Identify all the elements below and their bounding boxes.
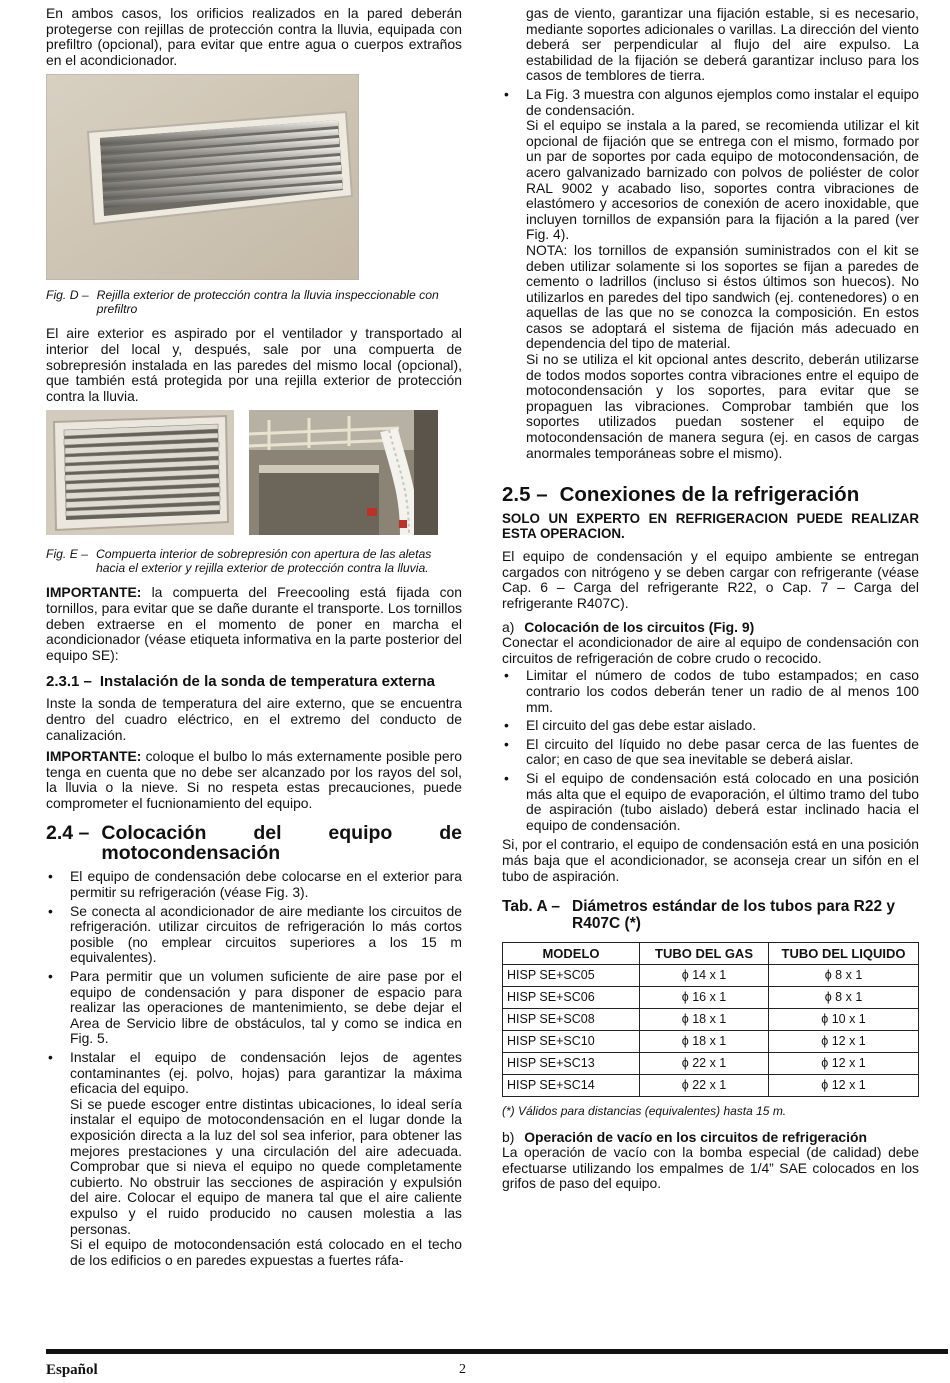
cell-liquid: ϕ 10 x 1 — [769, 1009, 919, 1031]
list-item: • El circuito del gas debe estar aislado. — [502, 718, 919, 734]
list-item: • Si el equipo de condensación está colocado en una posición más alta que el equipo de evaporación, el último tramo del tubo de aspiración (tubo aislado) deberá estar inclinado hacia el equipo de condensación. — [502, 771, 919, 833]
cell-model: HISP SE+SC14 — [503, 1075, 640, 1097]
cell-gas: ϕ 18 x 1 — [640, 1009, 769, 1031]
list-item: • Para permitir que un volumen suficiente de aire pase por el equipo de condensación y para disponer de espacio para realizar las operaciones de mantenimiento, se debe dejar el Area de Servicio libre de obstáculos, tal y como se indica en Fig. 5. — [46, 969, 462, 1047]
fig-e-caption — [46, 547, 462, 575]
important-freecooling — [46, 585, 462, 663]
list-item-text: • Instalar el equipo de condensación lejos de agentes contaminantes (ej. polvo, hojas) para garantizar la máxima eficacia del equipo. — [70, 1049, 462, 1097]
cell-liquid: ϕ 12 x 1 — [769, 1075, 919, 1097]
cell-gas: ϕ 22 x 1 — [640, 1075, 769, 1097]
circuit-list — [502, 668, 919, 833]
lower-position-paragraph: Si, por el contrario, el equipo de condensación está en una posición más baja que el acondicionador, se aconseja crear un sifón en el tubo de aspiración. — [502, 836, 919, 884]
important-text: coloque el bulbo lo más externamente posible pero tenga en cuenta que no debe ser alcanzado por los rayos del sol, la lluvia o la nieve. Si no respeta estas precauciones, puede comprometer el fucnionamiento del equipo. — [46, 748, 462, 811]
cell-gas: ϕ 18 x 1 — [640, 1031, 769, 1053]
list-item: • Limitar el número de codos de tubo estampados; en caso contrario los codos deberán tener un radio de al menos 100 mm. — [502, 668, 919, 715]
rain-grille-image — [46, 74, 359, 280]
section-title: Instalación de la sonda de temperatura externa — [99, 673, 435, 691]
sonda-paragraph: Inste la sonda de temperatura del aire externo, que se encuentra dentro del cuadro eléctrico, en el extremo del conducto de canalización. — [46, 695, 462, 743]
fig-e-text: Compuerta interior de sobrepresión con apertura de las aletas hacia el exterior y rejilla exterior de protección contra la lluvia. — [96, 547, 432, 576]
fig-e-label: Fig. E – — [46, 547, 88, 562]
table-row — [503, 1009, 919, 1031]
table-row — [503, 987, 919, 1009]
footer-rule — [46, 1349, 948, 1354]
section-title: Colocación del equipo de motocondensación — [101, 822, 462, 865]
cell-model: HISP SE+SC10 — [503, 1031, 640, 1053]
column-header-model: MODELO — [503, 943, 640, 965]
list-item — [46, 1050, 462, 1268]
table-row — [503, 965, 919, 987]
indoor-unit-image — [249, 410, 438, 535]
cell-model: HISP SE+SC06 — [503, 987, 640, 1009]
pipe-diameter-table — [502, 942, 919, 1097]
fig-d-label: Fig. D – — [46, 288, 89, 303]
list-item — [502, 87, 919, 461]
subsection-prefix: a) — [502, 618, 515, 635]
cell-gas: ϕ 22 x 1 — [640, 1053, 769, 1075]
important-lead: IMPORTANTE: — [46, 748, 142, 765]
list-item-subparagraph: Si se puede escoger entre distintas ubicaciones, lo ideal sería instalar el equipo de motocondensación en el lugar donde la exposición directa a la luz del sol sea inferior, para obtener las mejores prestaciones y una circulación del aire adecuada. Comprobar que si nieva el equipo no quede completamente cubierto. No obstruir las secciones de aspiración y expulsión del aire. Colocar el equipo de manera tal que el aire caliente expulso y el ruido producido no causen molestia a las personas. — [70, 1095, 462, 1237]
charge-paragraph: El equipo de condensación y el equipo ambiente se entregan cargados con nitrógeno y se deben cargar con refrigerante (véase Cap. 6 – Carga del refrigerante R22, o Cap. 7 – Carga del refrigerante R407C). — [502, 548, 919, 611]
important-bulb — [46, 749, 462, 811]
fig-d-photo — [46, 74, 359, 280]
cell-model: HISP SE+SC08 — [503, 1009, 640, 1031]
list-item-note: NOTA: los tornillos de expansión suministrados con el kit se deben utilizar solamente si los soportes se fijan a paredes de cemento o ladrillos (incluso si éstos últimos son huecos). No utilizarlos en paredes del tipo sandwich (ej. contenedores) o en aquellas de las que no se conozca la composición. En estos casos se adoptará el sistema de fijación más adecuado en dependencia del tipo de material. — [526, 241, 919, 352]
subsection-prefix: b) — [502, 1128, 515, 1145]
column-header-gas: TUBO DEL GAS — [640, 943, 769, 965]
cell-liquid: ϕ 12 x 1 — [769, 1031, 919, 1053]
list-item-subparagraph: Si no se utiliza el kit opcional antes descrito, deberán utilizarse de todos modos soportes contra vibraciones entre el equipo de motocondensación y los soportes, para evitar que se propaguen las vibraciones. Comprobar también que los soportes utilizados puedan sostener el equipo de motocondensación de manera segura (ej. en casos de cargas anormales temporáneas sobre el mismo). — [526, 351, 919, 461]
cell-gas: ϕ 16 x 1 — [640, 987, 769, 1009]
table-row — [503, 1053, 919, 1075]
section-2-5-heading — [502, 485, 919, 505]
column-header-liquid: TUBO DEL LIQUIDO — [769, 943, 919, 965]
section-2-3-1-heading — [46, 673, 462, 690]
cell-gas: ϕ 14 x 1 — [640, 965, 769, 987]
list-item: • El equipo de condensación debe colocarse en el exterior para permitir su refrigeración (véase Fig. 3). — [46, 869, 462, 900]
table-a-title — [502, 898, 919, 932]
right-column — [502, 6, 919, 1198]
section-number: 2.5 – — [502, 483, 548, 507]
subsection-a-text: Conectar el acondicionador de aire al equipo de condensación con circuitos de refrigeración de cobre crudo o recocido. — [502, 634, 919, 666]
fig-d-text: Rejilla exterior de protección contra la lluvia inspeccionable con prefiltro — [96, 288, 439, 317]
page-number: 2 — [459, 1362, 466, 1377]
section-number: 2.3.1 – — [46, 673, 92, 691]
subsection-b-text: La operación de vacío con la bomba especial (de calidad) debe efectuarse utilizando los empalmes de 1/4” SAE colocados en los grifos de paso del equipo. — [502, 1144, 919, 1192]
cell-model: HISP SE+SC05 — [503, 965, 640, 987]
important-lead: IMPORTANTE: — [46, 584, 142, 601]
air-paragraph: El aire exterior es aspirado por el ventilador y transportado al interior del local y, después, sale por una compuerta de sobrepresión instalada en las paredes del mismo local (opcional), que también está protegida por una rejilla exterior de protección contra la lluvia. — [46, 325, 462, 404]
table-header-row — [503, 943, 919, 965]
section-title: Conexiones de la refrigeración — [559, 483, 860, 507]
subsection-a — [502, 620, 919, 636]
fig-e-photos — [46, 410, 438, 535]
table-row — [503, 1075, 919, 1097]
section-2-4-heading — [46, 823, 462, 863]
table-number: Tab. A – — [502, 898, 560, 916]
footer-language: Español — [46, 1362, 98, 1378]
important-text: la compuerta del Freecooling está fijada con tornillos, para evitar que se dañe durante el transporte. Los tornillos deben extraerse en el momento de poner en marcha el acondicionador (véase etiqueta informativa en la parte posterior del equipo SE): — [46, 584, 462, 663]
subsection-title: Operación de vacío en los circuitos de refrigeración — [524, 1128, 867, 1145]
placement-list — [46, 869, 462, 1268]
table-footnote: (*) Válidos para distancias (equivalentes) hasta 15 m. — [502, 1104, 787, 1119]
list-item-subparagraph: Si el equipo se instala a la pared, se recomienda utilizar el kit opcional de fijación que se entrega con el mismo, formado por un par de soportes por cada equipo de motocondensación, de acero galvanizado barnizado con polvos de poliéster de color RAL 9002 y acabado liso, soportes contra vibraciones de elastómero y accesorios de conexión de acero inoxidable, que incluyen tornillos de expansión para la fijación a la pared (ver Fig. 4). — [526, 117, 919, 243]
subsection-b — [502, 1130, 919, 1146]
left-column — [46, 6, 462, 1272]
cell-liquid: ϕ 8 x 1 — [769, 965, 919, 987]
list-item: • El circuito del líquido no debe pasar cerca de las fuentes de calor; en caso de que sea inevitable se deberá aislar. — [502, 737, 919, 768]
table-caption: Diámetros estándar de los tubos para R22 y R407C (*) — [572, 898, 896, 933]
section-number: 2.4 – — [46, 822, 90, 845]
list-item: • Se conecta al acondicionador de aire mediante los circuitos de refrigeración. utilizar circuitos de refrigeración lo más cortos posible (no emplear circuitos superiores a los 15 m equivalentes). — [46, 904, 462, 966]
fig3-list — [502, 87, 919, 461]
intro-paragraph: En ambos casos, los orificios realizados en la pared deberán protegerse con rejillas de protección contra la lluvia, equipada con prefiltro (opcional), para evitar que entre agua o cuerpos extraños en el acondicionador. — [46, 5, 462, 68]
pressure-damper-image — [46, 410, 234, 535]
subsection-title: Colocación de los circuitos (Fig. 9) — [524, 618, 755, 635]
cell-model: HISP SE+SC13 — [503, 1053, 640, 1075]
list-item-subparagraph: Si el equipo de motocondensación está colocado en el techo de los edificios o en paredes expuestas a fuertes ráfa- — [70, 1236, 462, 1268]
expert-warning: SOLO UN EXPERTO EN REFRIGERACION PUEDE REALIZAR ESTA OPERACION. — [502, 511, 919, 542]
cell-liquid: ϕ 12 x 1 — [769, 1053, 919, 1075]
continued-text: gas de viento, garantizar una fijación estable, si es necesario, mediante soportes adicionales o varillas. La dirección del viento deberá ser perpendicular al flujo del aire expulso. La estabilidad de la fijación se deberá garantizar incluso para los casos de temblores de tierra. — [526, 5, 919, 84]
list-item-text: • La Fig. 3 muestra con algunos ejemplos como instalar el equipo de condensación. — [526, 85, 920, 118]
fig-d-caption — [46, 288, 462, 316]
cell-liquid: ϕ 8 x 1 — [769, 987, 919, 1009]
table-row — [503, 1031, 919, 1053]
